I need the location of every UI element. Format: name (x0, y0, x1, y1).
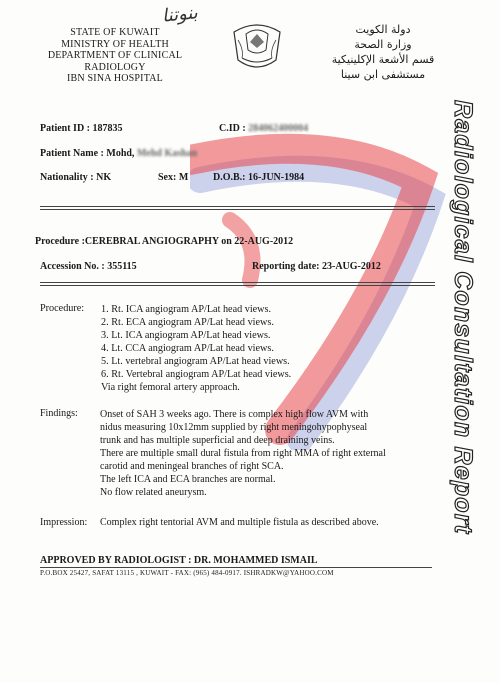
sex: Sex: M (158, 172, 189, 183)
procedure-title: Procedure :CEREBRAL ANGIOGRAPHY on 22-AUG-2012 (35, 236, 294, 247)
header-line-arabic: وزارة الصحة (354, 38, 412, 51)
date-of-birth: D.O.B.: 16-JUN-1984 (213, 172, 305, 183)
divider (40, 285, 435, 286)
reporting-date: Reporting date: 23-AUG-2012 (252, 261, 381, 272)
hospital-header-english (0, 27, 230, 85)
header-line-arabic: دولة الكويت (355, 23, 411, 36)
procedure-list (101, 303, 291, 394)
patient-name-value: Mohd, (106, 148, 135, 159)
list-item: Via right femoral artery approach. (101, 382, 240, 393)
header-line: RADIOLOGY (84, 61, 146, 73)
impression-label: Impression: (40, 517, 88, 528)
list-item: 6. Rt. Vertebral angiogram AP/Lat head views. (101, 369, 292, 380)
patient-name-label: Patient Name : (40, 148, 104, 159)
header-line: IBN SINA HOSPITAL (67, 73, 163, 84)
header-line: MINISTRY OF HEALTH (61, 38, 169, 50)
patient-id (40, 123, 123, 134)
patient-id-label: Patient ID : (40, 123, 90, 134)
accession-number: Accession No. : 355115 (40, 261, 137, 272)
list-item: 1. Rt. ICA angiogram AP/Lat head views. (101, 304, 272, 315)
patient-name-redacted: Mehd Kashan (136, 148, 198, 159)
header-line-arabic: قسم الأشعة الإكلينيكية (331, 53, 435, 66)
approved-by: APPROVED BY RADIOLOGIST : DR. MOHAMMED ISMAIL (40, 555, 318, 566)
findings-line: The left ICA and ECA branches are normal. (100, 474, 276, 485)
side-banner: Radiological Consultation Report (449, 100, 477, 535)
impression-text: Complex right tentorial AVM and multiple fistula as described above. (100, 517, 379, 528)
hospital-header-arabic (318, 22, 448, 82)
divider (40, 209, 435, 210)
findings-line: No flow related aneurysm. (100, 487, 207, 498)
procedure-label: Procedure: (40, 303, 85, 314)
patient-id-value: 187835 (92, 123, 123, 134)
findings-line: trunk and has multiple superficial and deep draining veins. (100, 435, 335, 446)
handwritten-note: بنوتنا (161, 2, 199, 27)
findings-text (100, 408, 430, 499)
list-item: 4. Lt. CCA angiogram AP/Lat head views. (101, 343, 274, 354)
list-item: 3. Lt. ICA angiogram AP/Lat head views. (101, 330, 271, 341)
findings-line: carotid and meningeal branches of right SCA. (100, 461, 284, 472)
civil-id-value: 284062400004 (248, 123, 309, 134)
findings-line: nidus measuring 10x12mm supplied by right meningohypophyseal (100, 422, 368, 433)
findings-line: There are multiple small dural fistula from right MMA of right external (100, 448, 386, 459)
kuwait-emblem-icon (226, 20, 288, 72)
divider (40, 282, 435, 283)
nationality: Nationality : NK (40, 172, 112, 183)
divider (40, 567, 432, 568)
divider (40, 206, 435, 207)
findings-line: Onset of SAH 3 weeks ago. There is complex high flow AVM with (100, 409, 369, 420)
header-line: STATE OF KUWAIT (70, 27, 160, 38)
civil-id (219, 123, 308, 134)
findings-label: Findings: (40, 408, 78, 419)
list-item: 2. Rt. ECA angiogram AP/Lat head views. (101, 317, 274, 328)
patient-name (40, 148, 197, 159)
header-line: DEPARTMENT OF CLINICAL (47, 50, 183, 61)
footer-address: P.O.BOX 25427, SAFAT 13115 , KUWAIT - FAX: (965) 484-0917. ISHRADKW@YAHOO.COM (40, 569, 334, 577)
civil-id-label: C.ID : (219, 123, 246, 134)
list-item: 5. Lt. vertebral angiogram AP/Lat head views. (101, 356, 290, 367)
header-line-arabic: مستشفى ابن سينا (340, 68, 426, 81)
